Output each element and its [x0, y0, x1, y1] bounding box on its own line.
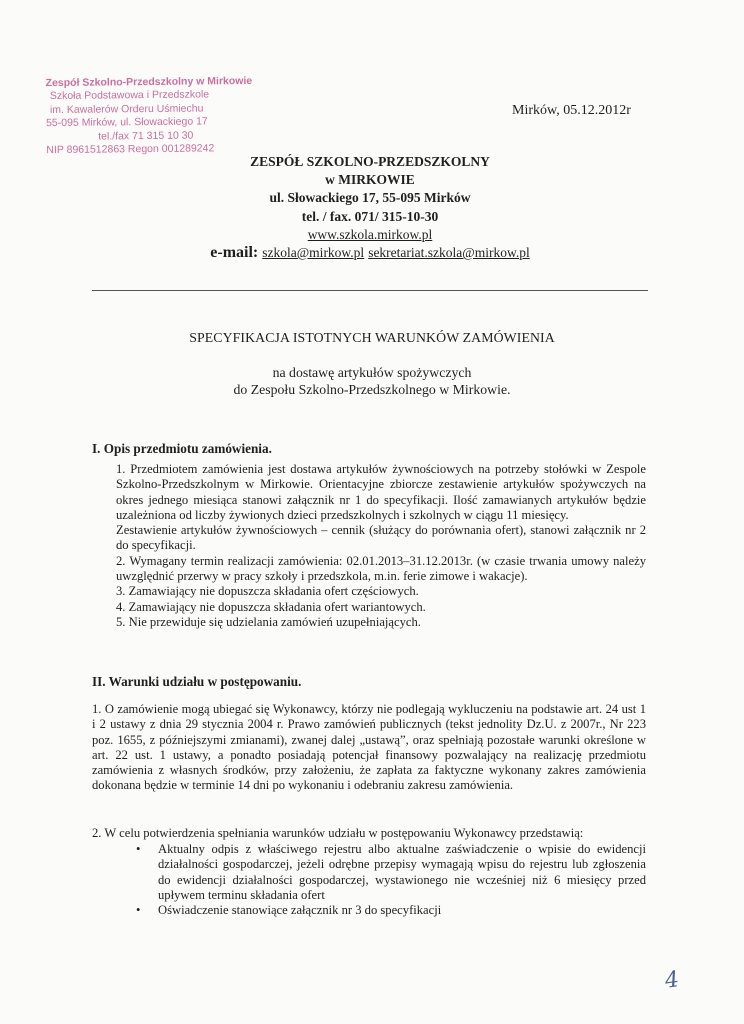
- list-item-text: Aktualny odpis z właściwego rejestru albo aktualne zaświadczenie o wpisie do ewidencji działalności gospodarczej, jeżeli odrębne przepisy wymagają wpisu do rejestru lub zgłoszenia do ewidencji działalności gospodarczej, wystawionego nie wcześniej niż 6 miesięcy przed upływem terminu składania ofert: [158, 842, 646, 902]
- section-1-item: 1. Przedmiotem zamówienia jest dostawa artykułów żywnościowych na potrzeby stołówki w Zespole Szkolno-Przedszkolnym w Mirkowie. Orientacyjne zbiorcze zestawienie artykułów spożywczych na okres jednego miesiąca stanowi załącznik nr 1 do specyfikacji. Ilość zamawianych artykułów będzie uzależniona od liczby żywionych dzieci przedszkolnych i szkolnych w ciągu 11 miesięcy.: [116, 462, 646, 522]
- document-title: SPECYFIKACJA ISTOTNYCH WARUNKÓW ZAMÓWIENIA: [189, 330, 555, 345]
- place-and-date: Mirków, 05.12.2012r: [512, 103, 631, 118]
- institution-phone: tel. / fax. 071/ 315-10-30: [301, 208, 439, 224]
- letterhead: [120, 153, 620, 262]
- email-label: e-mail:: [210, 244, 259, 262]
- institution-city: w MIRKOWIE: [325, 172, 415, 188]
- section-1-body: [116, 462, 646, 630]
- stamp-line: 55-095 Mirków, ul. Słowackiego 17: [46, 115, 208, 130]
- section-2-paragraph-2: 2. W celu potwierdzenia spełniania warunków udziału w postępowaniu Wykonawcy przedstawią:: [92, 826, 584, 840]
- bullet-icon: •: [136, 903, 141, 918]
- document-subtitle: [0, 364, 744, 398]
- list-item: [136, 842, 646, 903]
- email-link-secretariat[interactable]: sekretariat.szkola@mirkow.pl: [368, 245, 530, 261]
- institution-address: ul. Słowackiego 17, 55-095 Mirków: [269, 190, 471, 206]
- section-1-heading: I. Opis przedmiotu zamówienia.: [92, 441, 272, 456]
- stamp-line: tel./fax 71 315 10 30: [98, 129, 194, 143]
- school-stamp: [46, 75, 257, 158]
- bullet-icon: •: [136, 842, 141, 856]
- stamp-line: Szkoła Podstawowa i Przedszkole: [49, 88, 210, 103]
- section-1-item: Zestawienie artykułów żywnościowych – cennik (służący do porównania ofert), stanowi załącznik nr 2 do specyfikacji.: [116, 523, 646, 553]
- handwritten-page-number: 4: [663, 967, 681, 994]
- section-2-paragraph-1: 1. O zamówienie mogą ubiegać się Wykonawcy, którzy nie podlegają wykluczeniu na podstawie art. 24 ust 1 i 2 ustawy z dnia 29 stycznia 2004 r. Prawo zamówień publicznych (tekst jednolity Dz.U. z 2007r., Nr 223 poz. 1655, z późniejszymi zmianami), zwanej dalej „ustawą”, oraz spełniają pozostałe warunki określone w art. 22 ust. 1 ustawy, a ponadto posiadają potencjał finansowy pozwalający na realizację przedmiotu zamówienia z własnych środków, przy założeniu, że zapłata za faktyczne wykonany zakres zamówienia dokonana będzie w terminie 14 dni po wykonaniu i odebraniu zakresu zamówienia.: [92, 702, 646, 793]
- email-link-primary[interactable]: szkola@mirkow.pl: [262, 245, 365, 261]
- section-1-item: 3. Zamawiający nie dopuszcza składania ofert częściowych.: [116, 584, 419, 599]
- requirements-list: [136, 842, 646, 918]
- section-2-heading: II. Warunki udziału w postępowaniu.: [92, 674, 302, 689]
- stamp-line: NIP 8961512863 Regon 001289242: [46, 142, 215, 157]
- section-1-item: 2. Wymagany termin realizacji zamówienia: 02.01.2013–31.12.2013r. (w czasie trwania umowy należy uwzględnić przerwy w pracy szkoły i przedszkola, m.in. ferie zimowe i wakacje).: [116, 553, 646, 584]
- stamp-line: im. Kawalerów Orderu Uśmiechu: [49, 102, 204, 116]
- website-link[interactable]: www.szkola.mirkow.pl: [307, 226, 433, 242]
- section-1-item: 4. Zamawiający nie dopuszcza składania ofert wariantowych.: [116, 599, 426, 614]
- subtitle-line: do Zespołu Szkolno-Przedszkolnego w Mirkowie.: [233, 382, 511, 397]
- stamp-line: Zespół Szkolno-Przedszkolny w Mirkowie: [45, 74, 253, 90]
- email-line: [120, 244, 620, 262]
- list-item-text: Oświadczenie stanowiące załącznik nr 3 do specyfikacji: [158, 903, 442, 918]
- list-item: [136, 903, 646, 918]
- section-1-item: 5. Nie przewiduje się udzielania zamówień uzupełniających.: [116, 614, 421, 629]
- institution-name: ZESPÓŁ SZKOLNO-PRZEDSZKOLNY: [250, 154, 490, 169]
- header-divider: [92, 290, 648, 291]
- subtitle-line: na dostawę artykułów spożywczych: [272, 365, 472, 380]
